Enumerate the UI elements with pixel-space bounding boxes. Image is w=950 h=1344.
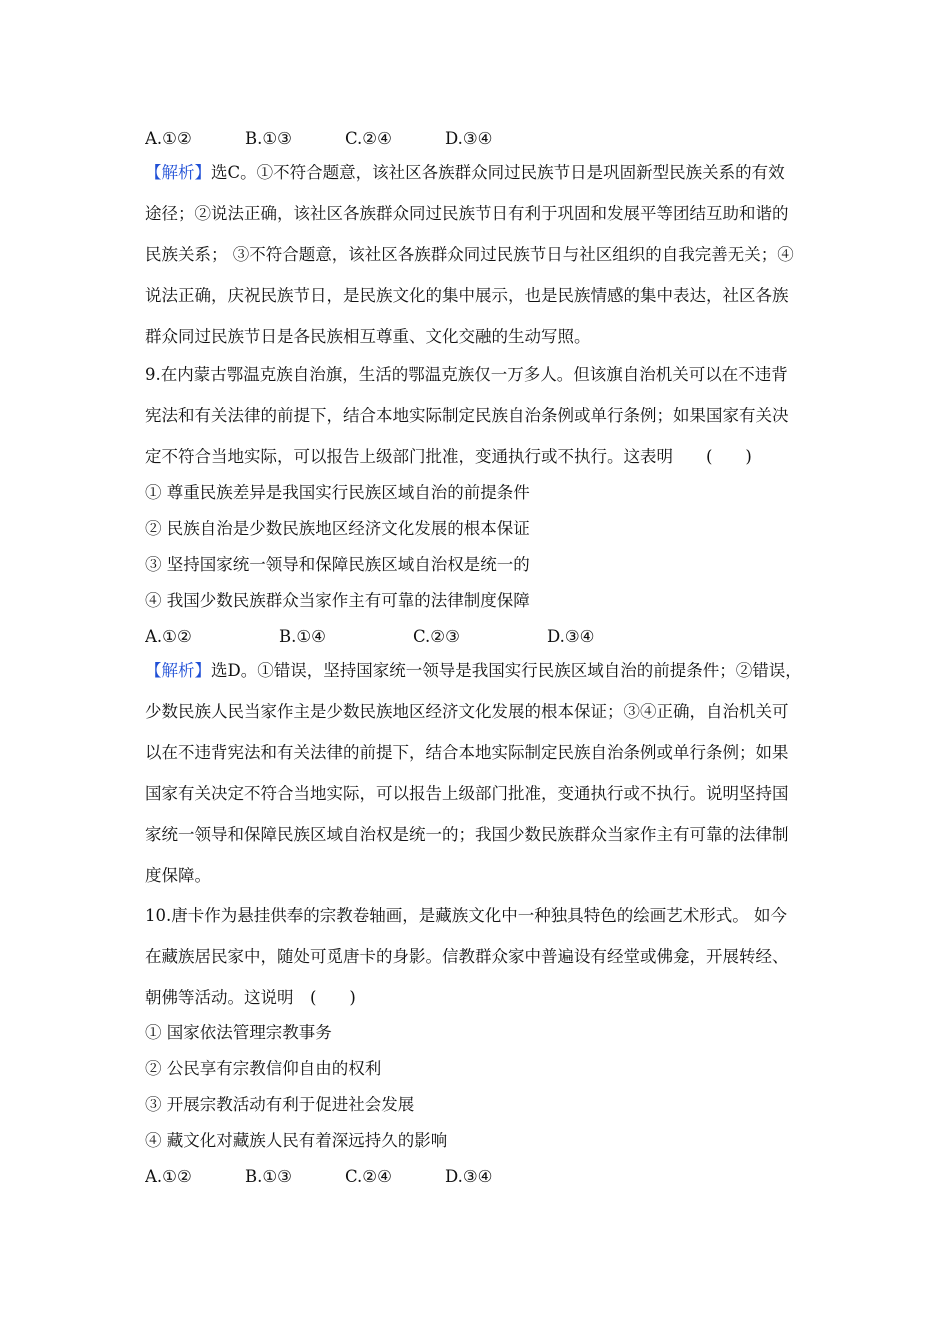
q10-item: ③ 开展宗教活动有利于促进社会发展 <box>145 1095 415 1114</box>
q9-analysis-line: 以在不违背宪法和有关法律的前提下，结合本地实际制定民族自治条例或单行条例；如果 <box>145 743 789 762</box>
q8-analysis-line: 民族关系； ③不符合题意，该社区各族群众同过民族节日与社区组织的自我完善无关；④ <box>145 245 794 264</box>
q8-analysis-line: 群众同过民族节日是各民族相互尊重、文化交融的生动写照。 <box>145 327 591 346</box>
q9-item: ③ 坚持国家统一领导和保障民族区域自治权是统一的 <box>145 555 530 574</box>
q9-analysis-line <box>145 660 815 682</box>
q10-item: ① 国家依法管理宗教事务 <box>145 1023 332 1042</box>
q9-analysis-line: 少数民族人民当家作主是少数民族地区经济文化发展的根本保证；③④正确，自治机关可 <box>145 702 789 721</box>
q9-analysis-line: 度保障。 <box>145 866 211 885</box>
q9-option-d: D.③④ <box>547 627 595 646</box>
analysis-bracket-close: 】 <box>194 661 211 680</box>
q9-stem-line: 定不符合当地实际，可以报告上级部门批准，变通执行或不执行。这表明 ( ) <box>145 447 752 466</box>
q10-item: ④ 藏文化对藏族人民有着深远持久的影响 <box>145 1131 448 1150</box>
q9-option-b: B.①④ <box>279 627 326 646</box>
analysis-bracket-open: 【 <box>145 661 162 680</box>
q9-option-c: C.②③ <box>413 627 460 646</box>
analysis-tag: 解析 <box>161 661 195 680</box>
q10-option-b: B.①③ <box>245 1167 292 1186</box>
analysis-text: 选C。①不符合题意，该社区各族群众同过民族节日是巩固新型民族关系的有效 <box>211 163 785 182</box>
q9-stem-line: 9.在内蒙古鄂温克族自治旗，生活的鄂温克族仅一万多人。但该旗自治机关可以在不违背 <box>145 365 788 384</box>
q8-option-b: B.①③ <box>245 129 292 148</box>
q9-stem-line: 宪法和有关法律的前提下，结合本地实际制定民族自治条例或单行条例；如果国家有关决 <box>145 406 789 425</box>
q10-stem-line: 10.唐卡作为悬挂供奉的宗教卷轴画，是藏族文化中一种独具特色的绘画艺术形式。 如今 <box>145 906 787 925</box>
q10-option-a: A.①② <box>145 1167 192 1186</box>
q8-option-c: C.②④ <box>345 129 392 148</box>
analysis-bracket-open: 【 <box>145 163 162 182</box>
q8-options <box>145 128 815 150</box>
q8-option-d: D.③④ <box>445 129 493 148</box>
analysis-text: 选D。①错误，坚持国家统一领导是我国实行民族区域自治的前提条件；②错误， <box>211 661 802 680</box>
q10-stem-line: 在藏族居民家中，随处可觅唐卡的身影。信教群众家中普遍设有经堂或佛龛，开展转经、 <box>145 947 789 966</box>
q10-option-d: D.③④ <box>445 1167 493 1186</box>
q8-analysis-line: 途径；②说法正确，该社区各族群众同过民族节日有利于巩固和发展平等团结互助和谐的 <box>145 204 789 223</box>
q8-analysis-line <box>145 162 815 184</box>
q8-analysis-line: 说法正确，庆祝民族节日，是民族文化的集中展示，也是民族情感的集中表达，社区各族 <box>145 286 789 305</box>
q9-item: ② 民族自治是少数民族地区经济文化发展的根本保证 <box>145 519 530 538</box>
q9-item: ① 尊重民族差异是我国实行民族区域自治的前提条件 <box>145 483 530 502</box>
q9-analysis-line: 国家有关决定不符合当地实际，可以报告上级部门批准，变通执行或不执行。说明坚持国 <box>145 784 789 803</box>
analysis-tag: 解析 <box>161 163 195 182</box>
q9-option-a: A.①② <box>145 627 192 646</box>
q10-option-c: C.②④ <box>345 1167 392 1186</box>
analysis-bracket-close: 】 <box>194 163 211 182</box>
q10-item: ② 公民享有宗教信仰自由的权利 <box>145 1059 382 1078</box>
q10-options <box>145 1166 815 1188</box>
q10-stem-line: 朝佛等活动。这说明 ( ) <box>145 988 356 1007</box>
q9-options <box>145 626 815 648</box>
q9-analysis-line: 家统一领导和保障民族区域自治权是统一的；我国少数民族群众当家作主有可靠的法律制 <box>145 825 789 844</box>
q8-option-a: A.①② <box>145 129 192 148</box>
q9-item: ④ 我国少数民族群众当家作主有可靠的法律制度保障 <box>145 591 530 610</box>
